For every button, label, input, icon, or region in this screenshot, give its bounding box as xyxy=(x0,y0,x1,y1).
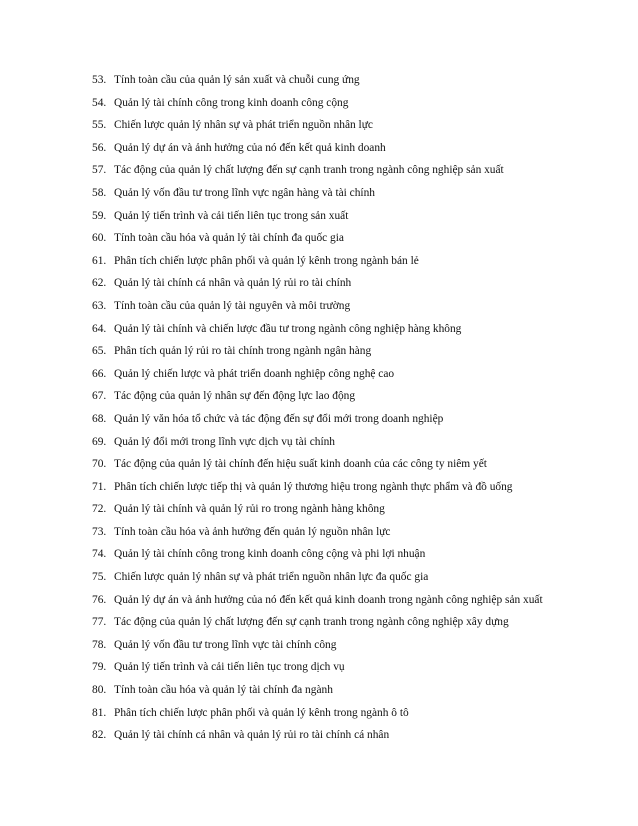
list-item xyxy=(92,639,543,662)
item-number: 81. xyxy=(92,706,107,719)
item-number: 67. xyxy=(92,390,107,403)
item-number: 82. xyxy=(92,729,107,742)
item-text: Chiến lược quản lý nhân sự và phát triển nguồn nhân lực xyxy=(114,119,373,132)
item-number: 58. xyxy=(92,186,107,199)
list-item xyxy=(92,119,543,142)
item-text: Tính toàn cầu hóa và quản lý tài chính đa quốc gia xyxy=(114,232,344,245)
list-item xyxy=(92,142,543,165)
list-item xyxy=(92,413,543,436)
item-number: 80. xyxy=(92,684,107,697)
item-number: 63. xyxy=(92,299,107,312)
item-text: Quản lý dự án và ảnh hưởng của nó đến kết quả kinh doanh trong ngành công nghiệp sản xuất xyxy=(114,593,543,606)
item-number: 61. xyxy=(92,254,107,267)
item-number: 70. xyxy=(92,458,107,471)
item-number: 72. xyxy=(92,503,107,516)
item-text: Quản lý tiến trình và cải tiến liên tục trong dịch vụ xyxy=(114,661,345,674)
item-number: 78. xyxy=(92,638,107,651)
item-text: Tính toàn cầu của quản lý sản xuất và chuỗi cung ứng xyxy=(114,74,360,86)
item-number: 64. xyxy=(92,322,107,335)
item-number: 71. xyxy=(92,480,107,493)
item-text: Tác động của quản lý nhân sự đến động lực lao động xyxy=(114,390,356,403)
item-text: Phân tích quản lý rủi ro tài chính trong ngành ngân hàng xyxy=(114,345,372,358)
list-item xyxy=(92,255,543,278)
list-item xyxy=(92,74,543,97)
list-item xyxy=(92,526,543,549)
item-number: 59. xyxy=(92,209,107,222)
list-item xyxy=(92,164,543,187)
item-number: 75. xyxy=(92,571,107,584)
item-text: Phân tích chiến lược phân phối và quản lý kênh trong ngành bán lẻ xyxy=(114,254,419,267)
item-text: Chiến lược quản lý nhân sự và phát triển nguồn nhân lực đa quốc gia xyxy=(114,571,429,584)
list-item xyxy=(92,458,543,481)
item-number: 62. xyxy=(92,277,107,290)
item-number: 68. xyxy=(92,412,107,425)
item-text: Quản lý vốn đầu tư trong lĩnh vực tài chính công xyxy=(114,638,337,651)
item-text: Quản lý tài chính và chiến lược đầu tư trong ngành công nghiệp hàng không xyxy=(114,322,462,335)
list-item xyxy=(92,368,543,391)
list-item xyxy=(92,300,543,323)
item-number: 74. xyxy=(92,548,107,561)
item-number: 79. xyxy=(92,661,107,674)
list-item xyxy=(92,232,543,255)
item-number: 57. xyxy=(92,164,107,177)
item-text: Tác động của quản lý chất lượng đến sự cạnh tranh trong ngành công nghiệp xây dựng xyxy=(114,616,509,629)
topic-list xyxy=(92,74,543,752)
list-item xyxy=(92,345,543,368)
item-number: 69. xyxy=(92,435,107,448)
item-text: Quản lý tài chính cá nhân và quản lý rủi ro tài chính xyxy=(114,277,352,290)
list-item xyxy=(92,661,543,684)
item-text: Quản lý tiến trình và cải tiến liên tục trong sản xuất xyxy=(114,209,349,222)
item-text: Tính toàn cầu của quản lý tài nguyên và môi trường xyxy=(114,299,351,312)
list-item xyxy=(92,97,543,120)
item-number: 66. xyxy=(92,367,107,380)
item-text: Tác động của quản lý chất lượng đến sự cạnh tranh trong ngành công nghiệp sản xuất xyxy=(114,164,504,177)
list-item xyxy=(92,594,543,617)
list-item xyxy=(92,323,543,346)
item-number: 76. xyxy=(92,593,107,606)
item-text: Quản lý tài chính công trong kinh doanh công cộng xyxy=(114,96,349,109)
list-item xyxy=(92,390,543,413)
item-number: 55. xyxy=(92,119,107,132)
list-item xyxy=(92,616,543,639)
item-text: Quản lý đổi mới trong lĩnh vực dịch vụ tài chính xyxy=(114,435,335,448)
item-text: Quản lý dự án và ảnh hưởng của nó đến kết quả kinh doanh xyxy=(114,141,386,154)
list-item xyxy=(92,210,543,233)
item-number: 73. xyxy=(92,525,107,538)
item-number: 65. xyxy=(92,345,107,358)
list-item xyxy=(92,481,543,504)
item-number: 60. xyxy=(92,232,107,245)
list-item xyxy=(92,684,543,707)
item-text: Phân tích chiến lược tiếp thị và quản lý thương hiệu trong ngành thực phẩm và đồ uống xyxy=(114,480,513,493)
list-item xyxy=(92,548,543,571)
item-text: Quản lý văn hóa tổ chức và tác động đến sự đổi mới trong doanh nghiệp xyxy=(114,412,444,425)
item-number: 77. xyxy=(92,616,107,629)
list-item xyxy=(92,571,543,594)
item-text: Quản lý vốn đầu tư trong lĩnh vực ngân hàng và tài chính xyxy=(114,186,375,199)
item-text: Tính toàn cầu hóa và ảnh hưởng đến quản lý nguồn nhân lực xyxy=(114,525,391,538)
item-text: Tác động của quản lý tài chính đến hiệu suất kinh doanh của các công ty niêm yết xyxy=(114,458,487,471)
list-item xyxy=(92,187,543,210)
item-text: Quản lý tài chính công trong kinh doanh công cộng và phi lợi nhuận xyxy=(114,548,426,561)
list-item xyxy=(92,277,543,300)
item-text: Quản lý chiến lược và phát triển doanh nghiệp công nghệ cao xyxy=(114,367,395,380)
list-item xyxy=(92,707,543,730)
list-item xyxy=(92,503,543,526)
item-text: Quản lý tài chính cá nhân và quản lý rủi ro tài chính cá nhân xyxy=(114,729,390,742)
item-text: Quản lý tài chính và quản lý rủi ro trong ngành hàng không xyxy=(114,503,385,516)
list-item xyxy=(92,729,543,752)
item-text: Phân tích chiến lược phân phối và quản lý kênh trong ngành ô tô xyxy=(114,706,409,719)
item-text: Tính toàn cầu hóa và quản lý tài chính đa ngành xyxy=(114,684,333,697)
item-number: 56. xyxy=(92,141,107,154)
list-item xyxy=(92,436,543,459)
item-number: 54. xyxy=(92,96,107,109)
item-number: 53. xyxy=(92,74,107,86)
